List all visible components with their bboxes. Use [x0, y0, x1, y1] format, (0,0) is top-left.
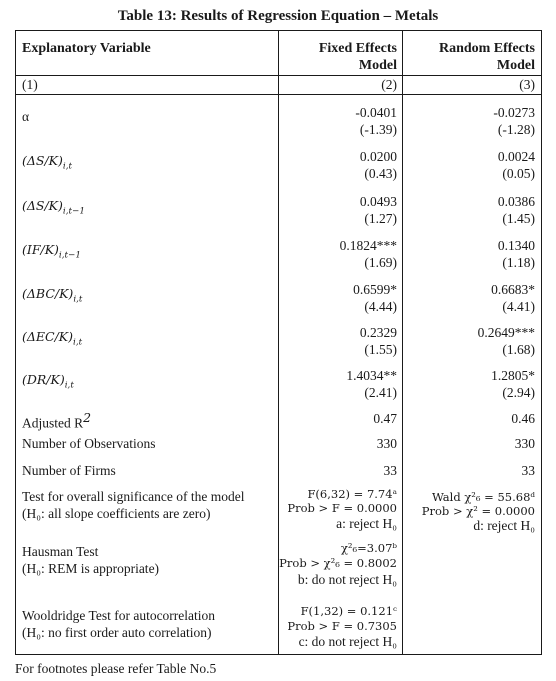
adj-r2-text: Adjusted R	[22, 415, 84, 431]
fe-tstat: (0.43)	[364, 166, 397, 181]
re-coefficient: -0.0273	[493, 105, 535, 120]
variable-base: (ΔBC/K)	[22, 286, 74, 301]
fe-coefficient: 0.1824***	[339, 238, 397, 253]
fe-test-result: c: do not reject H₀	[298, 634, 397, 649]
re-tstat: (1.45)	[502, 211, 535, 226]
re-test-result: d: reject H₀	[473, 518, 535, 533]
re-coefficient: 0.0024	[497, 149, 535, 164]
variable-label	[22, 153, 72, 175]
test-hypothesis: (H₀: all slope coefficients are zero)	[22, 506, 211, 521]
test-hypothesis: (H₀: REM is appropriate)	[22, 561, 160, 576]
fe-tstat: (-1.39)	[359, 122, 397, 137]
header-random-effects-line1: Random Effects	[438, 41, 535, 56]
variable-subscript: i,t	[62, 161, 73, 172]
variable-label	[22, 198, 85, 220]
header-random-effects	[439, 40, 535, 74]
colnum-1: (1)	[22, 77, 38, 92]
fe-test-stat: F(1,32) = 0.121ᶜ	[300, 604, 397, 618]
re-coefficient: 0.0386	[497, 194, 535, 209]
variable-base: (ΔS/K)	[22, 198, 63, 213]
fe-test-prob: Prob > F = 0.7305	[287, 619, 397, 633]
re-coefficient: 0.2649***	[477, 325, 535, 340]
variable-subscript: i,t	[73, 294, 83, 305]
re-coefficient: 0.1340	[497, 238, 535, 253]
fe-coefficient: 0.0200	[359, 149, 397, 164]
variable-subscript: i,t	[64, 380, 74, 391]
variable-label: Number of Observations	[22, 436, 156, 451]
re-tstat: (-1.28)	[497, 122, 535, 137]
fe-tstat: (1.55)	[364, 342, 397, 357]
fe-test-stat: χ²₆=3.07ᵇ	[340, 541, 397, 555]
re-tstat: (1.18)	[502, 255, 535, 270]
fe-coefficient: 0.6599*	[353, 282, 397, 297]
variable-label	[22, 329, 82, 351]
re-value: 330	[514, 436, 535, 451]
re-tstat: (0.05)	[502, 166, 535, 181]
fe-test-result: b: do not reject H₀	[297, 572, 397, 587]
variable-subscript: i,t−1	[62, 206, 85, 217]
table-title: Table 13: Results of Regression Equation – Metals	[117, 8, 439, 24]
adj-r2-sup: 2	[83, 410, 92, 425]
fe-coefficient: 0.2329	[359, 325, 397, 340]
variable-label: Number of Firms	[22, 463, 116, 478]
colnum-3: (3)	[519, 77, 535, 92]
fe-tstat: (1.69)	[364, 255, 397, 270]
variable-base: (IF/K)	[22, 242, 59, 257]
variable-label	[22, 286, 82, 308]
variable-label	[22, 410, 91, 432]
fe-test-stat: F(6,32) = 7.74ᵃ	[307, 487, 397, 501]
re-coefficient: 1.2805*	[491, 368, 535, 383]
fe-tstat: (1.27)	[364, 211, 397, 226]
variable-base: (DR/K)	[22, 372, 65, 387]
fe-tstat: (2.41)	[364, 385, 397, 400]
fe-value: 0.47	[373, 411, 397, 426]
header-divider	[16, 75, 541, 76]
re-coefficient: 0.6683*	[491, 282, 535, 297]
colnum-divider	[16, 94, 541, 95]
header-explanatory-variable: Explanatory Variable	[22, 41, 151, 56]
variable-base: (ΔS/K)	[22, 153, 63, 168]
re-value: 33	[521, 463, 535, 478]
variable-base: (ΔEC/K)	[22, 329, 74, 344]
header-fixed-effects-line1: Fixed Effects	[318, 41, 397, 56]
fe-test-result: a: reject H₀	[336, 516, 397, 531]
column-divider	[402, 31, 403, 654]
fe-value: 33	[383, 463, 397, 478]
colnum-2: (2)	[381, 77, 397, 92]
test-label: Hausman Test	[22, 544, 99, 559]
fe-coefficient: -0.0401	[355, 105, 397, 120]
test-label: Wooldridge Test for autocorrelation	[22, 608, 216, 623]
variable-label: α	[22, 109, 30, 124]
re-tstat: (2.94)	[502, 385, 535, 400]
variable-label	[22, 372, 74, 394]
footnote: For footnotes please refer Table No.5	[15, 661, 217, 676]
fe-coefficient: 0.0493	[359, 194, 397, 209]
fe-coefficient: 1.4034**	[346, 368, 397, 383]
fe-test-prob: Prob > χ²₆ = 0.8002	[279, 556, 397, 570]
variable-subscript: i,t	[73, 337, 83, 348]
variable-subscript: i,t−1	[58, 250, 81, 261]
re-test-stat: Wald χ²₆ = 55.68ᵈ	[431, 490, 535, 504]
header-random-effects-line2: Model	[496, 58, 535, 73]
test-hypothesis: (H₀: no first order auto correlation)	[22, 625, 212, 640]
fe-test-prob: Prob > F = 0.0000	[287, 501, 397, 515]
fe-value: 330	[376, 436, 397, 451]
re-value: 0.46	[511, 411, 535, 426]
regression-table	[15, 30, 542, 655]
re-tstat: (4.41)	[502, 299, 535, 314]
header-fixed-effects	[319, 40, 397, 74]
test-label: Test for overall significance of the model	[22, 489, 245, 504]
fe-tstat: (4.44)	[364, 299, 397, 314]
header-fixed-effects-line2: Model	[358, 58, 397, 73]
re-tstat: (1.68)	[502, 342, 535, 357]
re-test-prob: Prob > χ² = 0.0000	[421, 504, 535, 518]
variable-label	[22, 242, 81, 264]
